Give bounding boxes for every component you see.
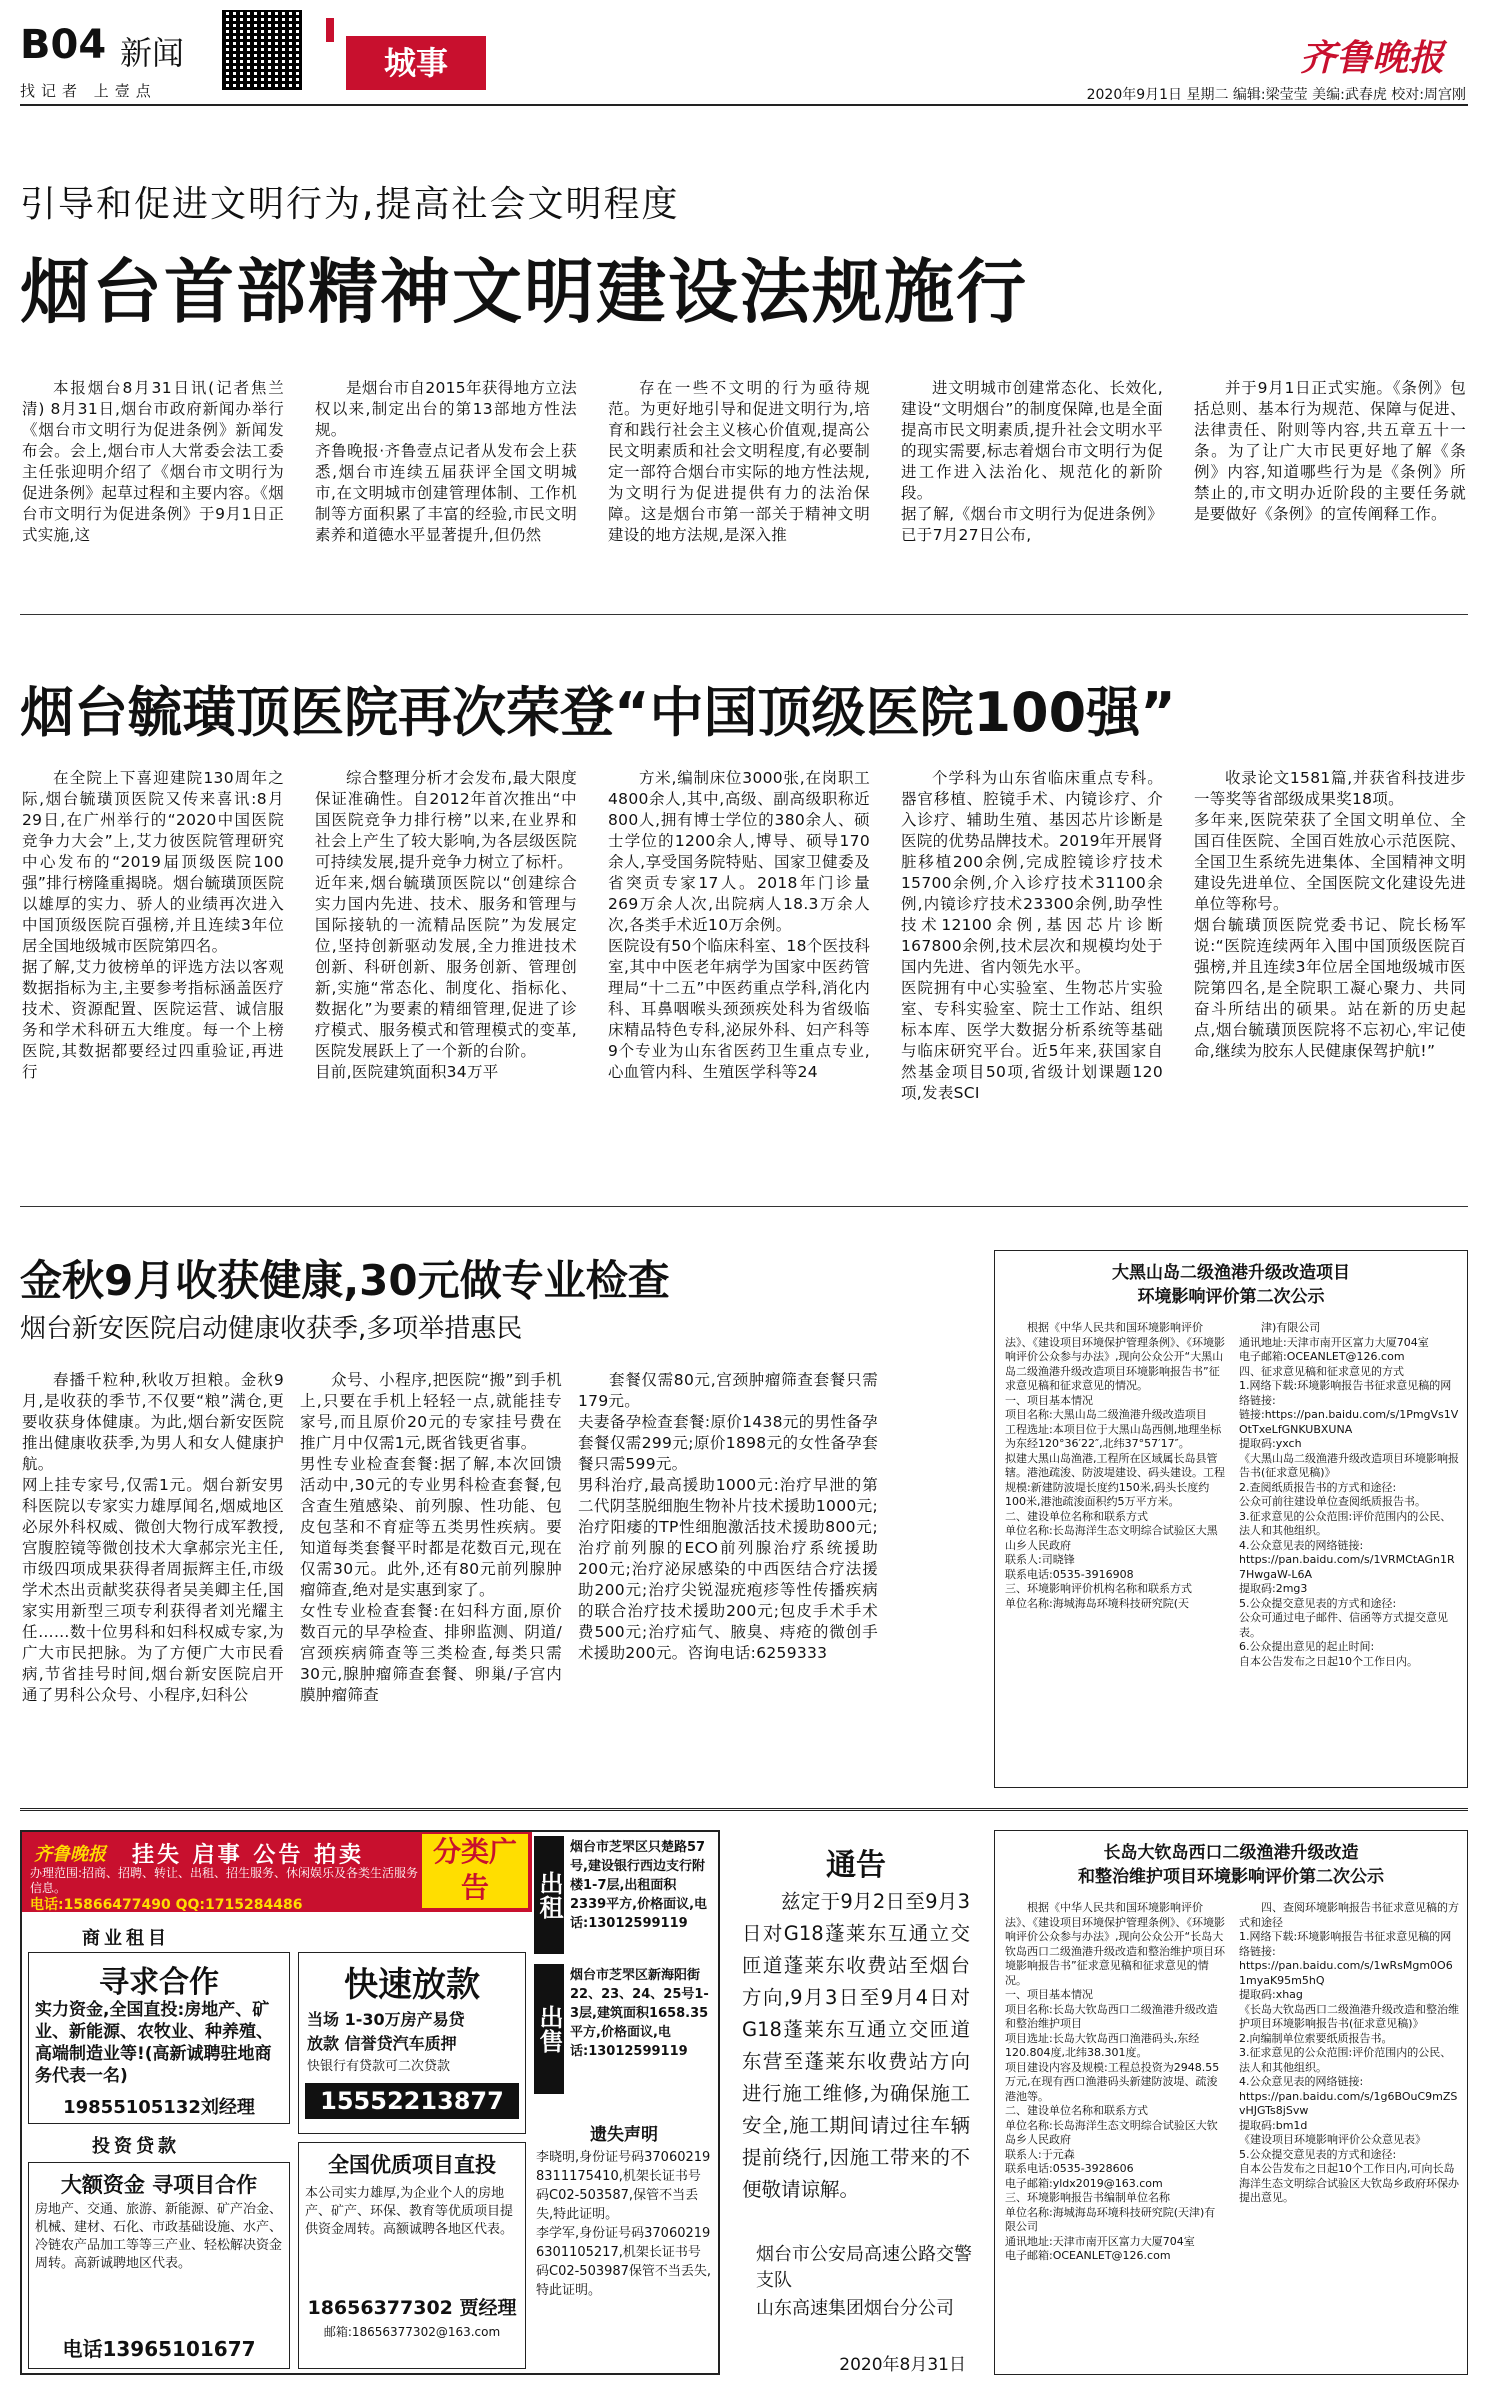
article1-col-4: 进文明城市创建常态化、长效化,建设“文明烟台”的制度保障,也是全面提高市民文明素质,提升社会文明水平的现实需要,标志着烟台市文明行为促进工作进入法治化、规范化的新阶段。 据了解,《烟台市文明行为促进条例》已于7月27日公布, (901, 379, 1163, 544)
sell-tag: 出售 (534, 1964, 564, 2094)
bigfund-body: 房地产、交通、旅游、新能源、矿产冶金、机械、建材、石化、市政基础设施、水产、冷链农产品加工等等三产业、轻松解决资金周转。高新诚聘地区代表。 (35, 2202, 283, 2271)
page-number: B04 (20, 22, 107, 68)
article2-col-2: 综合整理分析才会发布,最大限度保证准确性。自2012年首次推出“中国医院竞争力排行榜”以来,在业界和社会上产生了较大影响,为各层级医院可持续发展,提升竞争力树立了标杆。 近年来,烟台毓璜顶医院以“创建综合实力国内先进、技术、服务和管理与国际接轨的一流精品医院”为发展定位,坚持创新驱动发展,全力推进技术创新、科研创新、服务创新、管理创新,实施“常态化、制度化、指标化、数据化”为要素的精细管理,促进了诊疗模式、服务模式和管理模式的变革,医院发展跃上了一个新的台阶。 目前,医院建筑面积34万平 (315, 769, 577, 1081)
article1-col-5: 并于9月1日正式实施。《条例》包括总则、基本行为规范、保障与促进、法律责任、附则等内容,共五章五十一条。为了让广大市民更好地了解《条例》内容,知道哪些行为是《条例》所禁止的,市文明办近阶段的主要任务就是要做好《条例》的宣传阐释工作。 (1194, 379, 1466, 523)
loan-ad (298, 1952, 526, 2134)
notice1-col-2: 津)有限公司 通讯地址:天津市南开区富力大厦704室 电子邮箱:OCEANLET@126.com 四、征求意见稿和征求意见的方式 1.网络下载:环境影响报告书征求意见稿的网络链接: 链接:https://pan.baidu.com/s/1PmgVs1VOtTxeLfGNKUBXUNA 提取码:yxch 《大黑山岛二级渔港升级改造项目环境影响报告书(征求意见稿)》 2.查阅纸质报告书的方式和途径: 公众可前往建设单位查阅纸质报告书。 3.征求意见的公众范围:评价范围内的公民、法人和其他组织。 4.公众意见表的网络链接: https://pan.baidu.com/s/1VRMCtAGn1R7HwgaW-L6A 提取码:2mg3 5.公众提交意见表的方式和途径: 公众可通过电子邮件、信函等方式提交意见表。 6.公众提出意见的起止时间: 自本公告发布之日起10个工作日内。 (1239, 1321, 1459, 1668)
article1-col-1: 本报烟台8月31日讯(记者焦兰清) 8月31日,烟台市政府新闻办举行《烟台市文明行为促进条例》新闻发布会。会上,烟台市人大常委会法工委主任张迎明介绍了《烟台市文明行为促进条例》起草过程和主要内容。《烟台市文明行为促进条例》于9月1日正式实施,这 (22, 379, 284, 544)
announce-body: 兹定于9月2日至9月3日对G18蓬莱东互通立交匝道蓬莱东收费站至烟台方向,9月3日至9月4日对G18蓬莱东互通立交匝道东营至蓬莱东收费站方向进行施工维修,为确保施工安全,施工期间请过往车辆提前绕行,因施工带来的不便敬请谅解。 (742, 1890, 970, 2201)
rent-body: 烟台市芝罘区只楚路57号,建设银行西边支行附楼1-7层,出租面积2339平方,价格面议,电话:13012599119 (570, 1840, 708, 1931)
article2-title: 烟台毓璜顶医院再次荣登“中国顶级医院100强” (20, 681, 1176, 744)
notice1-title: 大黑山岛二级渔港升级改造项目 环境影响评价第二次公示 (1112, 1263, 1350, 1307)
seek-phone: 19855105132刘经理 (63, 2097, 255, 2118)
notice2-col-2: 四、查阅环境影响报告书征求意见稿的方式和途径 1.网络下载:环境影响报告书征求意见稿的网络链接: https://pan.baidu.com/s/1wRsMgm0O61myaK95m5hQ 提取码:xhag 《长岛大钦岛西口二级渔港升级改造和整治维护项目环境影响报告书(征求意见稿)》 2.向编制单位索要纸质报告书。 3.征求意见的公众范围:评价范围内的公民、法人和其他组织。 4.公众意见表的网络链接: https://pan.baidu.com/s/1g6BOuC9mZSvHJGTs8jSvw 提取码:bm1d 《建设项目环境影响评价公众意见表》 5.公众提交意见表的方式和途径: 自本公告发布之日起10个工作日内,可向长岛海洋生态文明综合试验区大钦岛乡政府环保办提出意见。 (1239, 1901, 1459, 2204)
notice2-box (994, 1830, 1468, 2375)
article3-title: 金秋9月收获健康,30元做专业检查 (20, 1256, 670, 1305)
national-body: 本公司实力雄厚,为企业个人的房地产、矿产、环保、教育等优质项目提供资金周转。高额诚聘各地区代表。 (305, 2186, 514, 2237)
slogan: 找记者 上壹点 (20, 82, 157, 100)
notice2-col-1: 根据《中华人民共和国环境影响评价法》、《建设项目环境保护管理条例》、《环境影响评价公众参与办法》,现向公众公开“长岛大钦岛西口二级渔港升级改造和整治维护项目环境影响报告书”征求意见稿和征求意见的情况。 一、项目基本情况 项目名称:长岛大钦岛西口二级渔港升级改造和整治维护项目 项目选址:长岛大钦岛西口渔港码头,东经120.804度,北纬38.301度。 项目建设内容及规模:工程总投资为2948.55万元,在现有西口渔港码头新建防波堤、疏浚港池等。 二、建设单位名称和联系方式 单位名称:长岛海洋生态文明综合试验区大钦岛乡人民政府 联系人:于元森 联系电话:0535-3928606 电子邮箱:yldx2019@163.com 三、环境影响报告书编制单位名称 单位名称:海城海岛环境科技研究院(天津)有限公司 通讯地址:天津市南开区富力大厦704室 电子邮箱:OCEANLET@126.com (1005, 1901, 1225, 2262)
notice1-box (994, 1250, 1468, 1788)
lost-ad (534, 2114, 714, 2369)
seek-ad (28, 1952, 290, 2124)
notice1-col-1: 根据《中华人民共和国环境影响评价法》、《建设项目环境保护管理条例》、《环境影响评价公众参与办法》,现向公众公开“大黑山岛二级渔港升级改造项目环境影响报告书”征求意见稿和征求意见的情况。 一、项目基本情况 项目名称:大黑山岛二级渔港升级改造项目 工程选址:本项目位于大黑山岛西侧,地理坐标为东经120°36′22″,北纬37°57′17″。 拟建大黑山岛渔港,工程所在区域属长岛县管辖。港池疏浚、防波堤建设、码头建设。工程规模:新建防波堤长度约150米,码头长度约100米,港池疏浚面积约5万平方米。 二、建设单位名称和联系方式 单位名称:长岛海洋生态文明综合试验区大黑山乡人民政府 联系人:司晓锋 联系电话:0535-3916908 三、环境影响评价机构名称和联系方式 单位名称:海城海岛环境科技研究院(天 (1005, 1321, 1225, 1610)
loan-title: 快速放款 (344, 1965, 480, 2005)
sell-ad (534, 1964, 714, 2104)
article3-col-3: 套餐仅需80元,宫颈肿瘤筛查套餐只需179元。 夫妻备孕检查套餐:原价1438元的男性备孕套餐仅需299元;原价1898元的女性备孕套餐只需599元。 男科治疗,最高援助1000元:治疗早泄的第二代阴茎脱细胞生物补片技术援助1000元;治疗阳痿的TP性细胞激活技术援助800元;治疗前列腺的ECO前列腺治疗系统援助200元;治疗泌尿感染的中西医结合疗法援助200元;治疗尖锐湿疣疱疹等性传播疾病的联合治疗技术援助200元;包皮手术手术费500元;治疗疝气、腋臭、痔疮的微创手术援助200元。咨询电话:6259333 (578, 1371, 878, 1662)
national-phone: 18656377302 贾经理 (307, 2297, 517, 2319)
date-line: 2020年9月1日 星期二 编辑:梁莹莹 美编:武春虎 校对:周宫刚 (1086, 87, 1466, 103)
classified-box (20, 1830, 720, 2375)
announce-date: 2020年8月31日 (839, 2355, 966, 2375)
article3-col-2: 众号、小程序,把医院“搬”到手机上,只要在手机上轻轻一点,就能挂专家号,而且原价20元的专家挂号费在推广月中仅需1元,既省钱更省事。 男性专业检查套餐:据了解,本次回馈活动中,30元的专业男科检查套餐,包含查生殖感染、前列腺、性功能、包皮包茎和不育症等五类男性疾病。要知道每类套餐平时都是花数百元,现在仅需30元。此外,还有80元前列腺肿瘤筛查,绝对是实惠到家了。 女性专业检查套餐:在妇科方面,原价数百元的早孕检查、排卵监测、阴道/宫颈疾病筛查等三类检查,每类只需30元,腺肿瘤筛查套餐、卵巢/子宫内膜肿瘤筛查 (300, 1371, 562, 1704)
rent-tag: 出租 (534, 1836, 564, 1954)
article2-col-5: 收录论文1581篇,并获省科技进步一等奖等省部级成果奖18项。 多年来,医院荣获了全国文明单位、全国百佳医院、全国百姓放心示范医院、全国卫生系统先进集体、全国精神文明建设先进单位、全国医院文化建设先进单位等称号。 烟台毓璜顶医院党委书记、院长杨军说:“医院连续两年入围中国顶级医院百强榜,并且连续3年位居全国地级城市医院第四名,是全院职工凝心聚力、共同奋斗所结出的硕果。站在新的历史起点,烟台毓璜顶医院将不忘初心,牢记使命,继续为胶东人民健康保驾护航!” (1194, 769, 1466, 1060)
announce-sign2: 山东高速集团烟台分公司 (756, 2298, 954, 2319)
announce-title: 通告 (826, 1848, 886, 1883)
header-rule (20, 104, 1468, 106)
rent-ad (534, 1836, 714, 1956)
qr-code (222, 10, 302, 90)
seek-body: 实力资金,全国直投:房地产、矿业、新能源、农牧业、种养殖、高端制造业等!(高新诚聘驻地商务代表一名) (35, 2000, 273, 2086)
loan-sub3: 快银行有贷款可二次贷款 (307, 2059, 451, 2074)
article2-col-1: 在全院上下喜迎建院130周年之际,烟台毓璜顶医院又传来喜讯:8月29日,在广州举行的“2020中国医院竞争力大会”上,艾力彼医院管理研究中心发布的“2019届顶级医院100强”排行榜隆重揭晓。烟台毓璜顶医院以雄厚的实力、骄人的业绩再次进入中国顶级医院百强榜,并且连续3年位居全国地级城市医院第四名。 据了解,艾力彼榜单的评选方法以客观数据指标为主,主要参考指标涵盖医疗技术、资源配置、医院运营、诚信服务和学术科研五大维度。每一个上榜医院,其数据都要经过四重验证,再进行 (22, 769, 284, 1081)
announce-sign1: 烟台市公安局高速公路交警支队 (756, 2244, 972, 2291)
article2-col-4: 个学科为山东省临床重点专科。器官移植、腔镜手术、内镜诊疗、介入诊疗、辅助生殖、基因芯片诊断是医院的优势品牌技术。2019年开展肾脏移植200余例,完成腔镜诊疗技术15700余例,介入诊疗技术31100余例,内镜诊疗技术23300余例,助孕性技术12100余例,基因芯片诊断167800余例,技术层次和规模均处于国内先进、省内领先水平。 医院拥有中心实验室、生物芯片实验室、专科实验室、院士工作站、组织标本库、医学大数据分析系统等基础与临床研究平台。近5年来,获国家自然基金项目50项,省级计划课题120项,发表SCI (901, 769, 1163, 1102)
classified-logo: 齐鲁晚报 (34, 1844, 106, 1865)
loan-sub1: 当场 1-30万房产易贷 (307, 2010, 465, 2029)
lost-title: 遗失声明 (590, 2125, 658, 2145)
bigfund-title: 大额资金 寻项目合作 (60, 2173, 258, 2197)
paper-logo: 齐鲁晚报 (1300, 37, 1445, 79)
article3-col-1: 春播千粒种,秋收万担粮。金秋9月,是收获的季节,不仅要“粮”满仓,更要收获身体健康。为此,烟台新安医院推出健康收获季,为男人和女人健康护航。 网上挂专家号,仅需1元。烟台新安男科医院以专家实力雄厚闻名,烟威地区必尿外科权威、微创大物行成军教授,宫腹腔镜等微创技术大拿郝宗光主任,市级四项成果获得者周振辉主任,市级学术杰出贡献奖获得者吴美卿主任,国家实用新型三项专利获得者刘光耀主任……数十位男科和妇科权威专家,为广大市民把脉。为了方便广大市民看病,节省挂号时间,烟台新安医院启开通了男科公众号、小程序,妇科公 (22, 1371, 284, 1704)
sec-business: 商业租目 (82, 1928, 170, 1949)
page-header (0, 0, 1488, 112)
announce-box (736, 1830, 976, 2375)
national-title: 全国优质项目直投 (328, 2153, 496, 2177)
notice2-title: 长岛大钦岛西口二级渔港升级改造 和整治维护项目环境影响评价第二次公示 (1078, 1843, 1384, 1887)
section-name: 新闻 (120, 34, 185, 72)
lost-body: 李晓明,身份证号码370602198311175410,机架长证书号码C02-503587,保管不当丢失,特此证明。 李学军,身份证号码370602196301105217,机架长证书号码C02-503987保管不当丢失,特此证明。 (536, 2150, 712, 2298)
article3-subtitle: 烟台新安医院启动健康收获季,多项举措惠民 (20, 1314, 523, 1344)
article1-col-3: 存在一些不文明的行为亟待规范。为更好地引导和促进文明行为,培育和践行社会主义核心价值观,提高公民文明素质和社会文明程度,有必要制定一部符合烟台市实际的地方性法规,为文明行为促进提供有力的法治保障。这是烟台市第一部关于精神文明建设的地方法规,是深入推 (608, 379, 870, 544)
rule-3 (20, 1808, 1468, 1811)
article1-kicker: 引导和促进文明行为,提高社会文明程度 (20, 184, 680, 225)
rule-2 (20, 1206, 1468, 1207)
loan-phone: 15552213877 (305, 2083, 519, 2119)
bigfund-ad (28, 2162, 290, 2369)
classified-big: 分类广告 (422, 1834, 528, 1908)
tag-corner (326, 18, 334, 42)
seek-title: 寻求合作 (99, 1965, 219, 2000)
loan-sub2: 放款 信誉贷汽车质押 (307, 2034, 457, 2053)
article1-col-2: 是烟台市自2015年获得地方立法权以来,制定出台的第13部地方性法规。 齐鲁晚报·齐鲁壹点记者从发布会上获悉,烟台市连续五届获评全国文明城市,在文明城市创建管理体制、工作机制等方面积累了丰富的经验,市民文明素养和道德水平显著提升,但仍然 (315, 379, 577, 544)
sell-body: 烟台市芝罘区新海阳街22、23、24、25号1-3层,建筑面积1658.35平方,价格面议,电话:13012599119 (570, 1968, 709, 2059)
national-ad (298, 2142, 526, 2369)
classified-header: 挂失 启事 公告 拍卖 (132, 1843, 364, 1868)
rule-1 (20, 614, 1468, 615)
national-mail: 邮箱:18656377302@163.com (323, 2325, 501, 2339)
article2-col-3: 方米,编制床位3000张,在岗职工4800余人,其中,高级、副高级职称近800人,拥有博士学位的380余人、硕士学位的1200余人,博导、硕导170余人,享受国务院特贴、国家卫健委及省突贡专家17人。2018年门诊量269万余人次,出院病人18.3万余人次,各类手术近10万余例。 医院设有50个临床科室、18个医技科室,其中中医老年病学为国家中医药管理局“十二五”中医药重点学科,消化内科、耳鼻咽喉头颈颈疾处科为省级临床精品特色专科,泌尿外科、妇产科等9个专业为山东省医药卫生重点专业,心血管内科、生殖医学科等24 (608, 769, 870, 1081)
sec-invest: 投资贷款 (92, 2136, 180, 2157)
bigfund-phone: 电话13965101677 (62, 2337, 256, 2361)
article1-title: 烟台首部精神文明建设法规施行 (20, 251, 1028, 333)
classified-phone: 电话:15866477490 QQ:1715284486 (30, 1897, 303, 1913)
section-tag: 城事 (346, 36, 486, 90)
classified-range: 办理范围:招商、招聘、转让、出租、招生服务、休闲娱乐及各类生活服务信息。 (30, 1866, 419, 1895)
